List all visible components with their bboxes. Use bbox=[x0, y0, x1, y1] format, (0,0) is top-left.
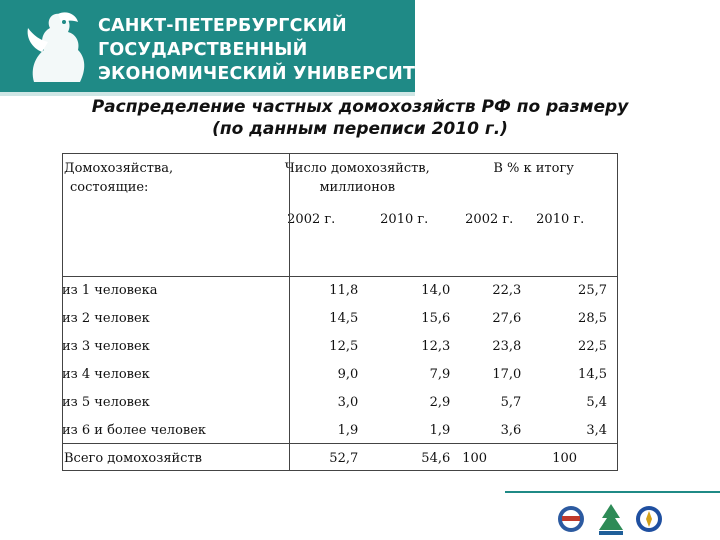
table-total-row bbox=[62, 444, 617, 472]
table-row bbox=[62, 416, 617, 444]
header-percent-label: В % к итогу bbox=[493, 161, 574, 176]
cell-count-2010: 1,9 bbox=[429, 422, 451, 438]
table-row bbox=[62, 276, 617, 304]
emblem-logo-1-icon bbox=[556, 502, 586, 536]
total-count-2002: 52,7 bbox=[329, 450, 359, 466]
header-category-line-2: состоящие: bbox=[70, 180, 149, 195]
cell-count-2010: 15,6 bbox=[421, 310, 451, 326]
total-count-2010: 54,6 bbox=[421, 450, 451, 466]
row-label: из 6 и более человек bbox=[62, 422, 207, 438]
row-label: из 4 человек bbox=[62, 366, 150, 382]
row-label: из 3 человек bbox=[62, 338, 150, 354]
cell-count-2010: 2,9 bbox=[429, 394, 451, 410]
cell-percent-2002: 23,8 bbox=[492, 338, 522, 354]
emblem-logo-3-icon bbox=[634, 502, 664, 536]
cell-count-2002: 1,9 bbox=[337, 422, 359, 438]
cell-percent-2002: 22,3 bbox=[492, 282, 522, 298]
header-percent-group bbox=[450, 153, 617, 276]
table-row bbox=[62, 304, 617, 332]
emblem-logo-2-icon bbox=[596, 502, 626, 536]
cell-percent-2010: 5,4 bbox=[586, 394, 607, 410]
households-table bbox=[62, 153, 617, 472]
cell-percent-2002: 5,7 bbox=[500, 394, 522, 410]
cell-percent-2010: 25,7 bbox=[578, 282, 607, 298]
header-year-2010-count: 2010 г. bbox=[380, 212, 429, 227]
university-name-line-1: САНКТ-ПЕТЕРБУРГСКИЙ bbox=[98, 16, 347, 36]
header-year-2002-count: 2002 г. bbox=[287, 212, 336, 227]
cell-percent-2002: 17,0 bbox=[492, 366, 522, 382]
slide-subtitle: (по данным переписи 2010 г.) bbox=[212, 119, 508, 139]
cell-percent-2010: 14,5 bbox=[578, 366, 607, 382]
header-count-line-2: миллионов bbox=[319, 180, 396, 195]
table-row bbox=[62, 388, 617, 416]
cell-percent-2002: 3,6 bbox=[500, 422, 522, 438]
total-percent-2002: 100 bbox=[462, 450, 488, 466]
header-count-line-1: Число домохозяйств, bbox=[284, 161, 430, 176]
cell-percent-2010: 22,5 bbox=[578, 338, 607, 354]
university-name-line-3: ЭКОНОМИЧЕСКИЙ УНИВЕРСИТЕТ bbox=[98, 64, 440, 84]
cell-count-2010: 14,0 bbox=[421, 282, 451, 298]
griffin-emblem-icon bbox=[22, 8, 92, 86]
total-percent-2010: 100 bbox=[552, 450, 578, 466]
table-row bbox=[62, 332, 617, 360]
cell-percent-2010: 3,4 bbox=[586, 422, 607, 438]
header-year-2002-percent: 2002 г. bbox=[465, 212, 514, 227]
header-year-2010-percent: 2010 г. bbox=[536, 212, 585, 227]
cell-count-2002: 9,0 bbox=[337, 366, 359, 382]
row-label: из 1 человека bbox=[62, 282, 158, 298]
cell-count-2010: 12,3 bbox=[421, 338, 451, 354]
cell-percent-2002: 27,6 bbox=[492, 310, 522, 326]
header-count-group bbox=[264, 153, 450, 276]
row-label: из 5 человек bbox=[62, 394, 150, 410]
footer-accent-line bbox=[505, 491, 720, 493]
cell-count-2010: 7,9 bbox=[429, 366, 451, 382]
row-label: из 2 человек bbox=[62, 310, 150, 326]
cell-count-2002: 12,5 bbox=[329, 338, 359, 354]
table-row bbox=[62, 360, 617, 388]
total-label: Всего домохозяйств bbox=[64, 450, 202, 466]
university-name-line-2: ГОСУДАРСТВЕННЫЙ bbox=[98, 40, 308, 60]
header-banner bbox=[0, 0, 440, 92]
header-category-cell bbox=[62, 153, 264, 276]
cell-count-2002: 14,5 bbox=[329, 310, 359, 326]
slide-title: Распределение частных домохозяйств РФ по размеру bbox=[91, 97, 629, 117]
header-category-line-1: Домохозяйства, bbox=[64, 161, 174, 176]
university-name bbox=[98, 14, 439, 86]
table-header-row bbox=[62, 153, 617, 276]
banner-underline bbox=[0, 92, 415, 96]
cell-count-2002: 3,0 bbox=[337, 394, 359, 410]
cell-count-2002: 11,8 bbox=[329, 282, 359, 298]
cell-percent-2010: 28,5 bbox=[578, 310, 607, 326]
